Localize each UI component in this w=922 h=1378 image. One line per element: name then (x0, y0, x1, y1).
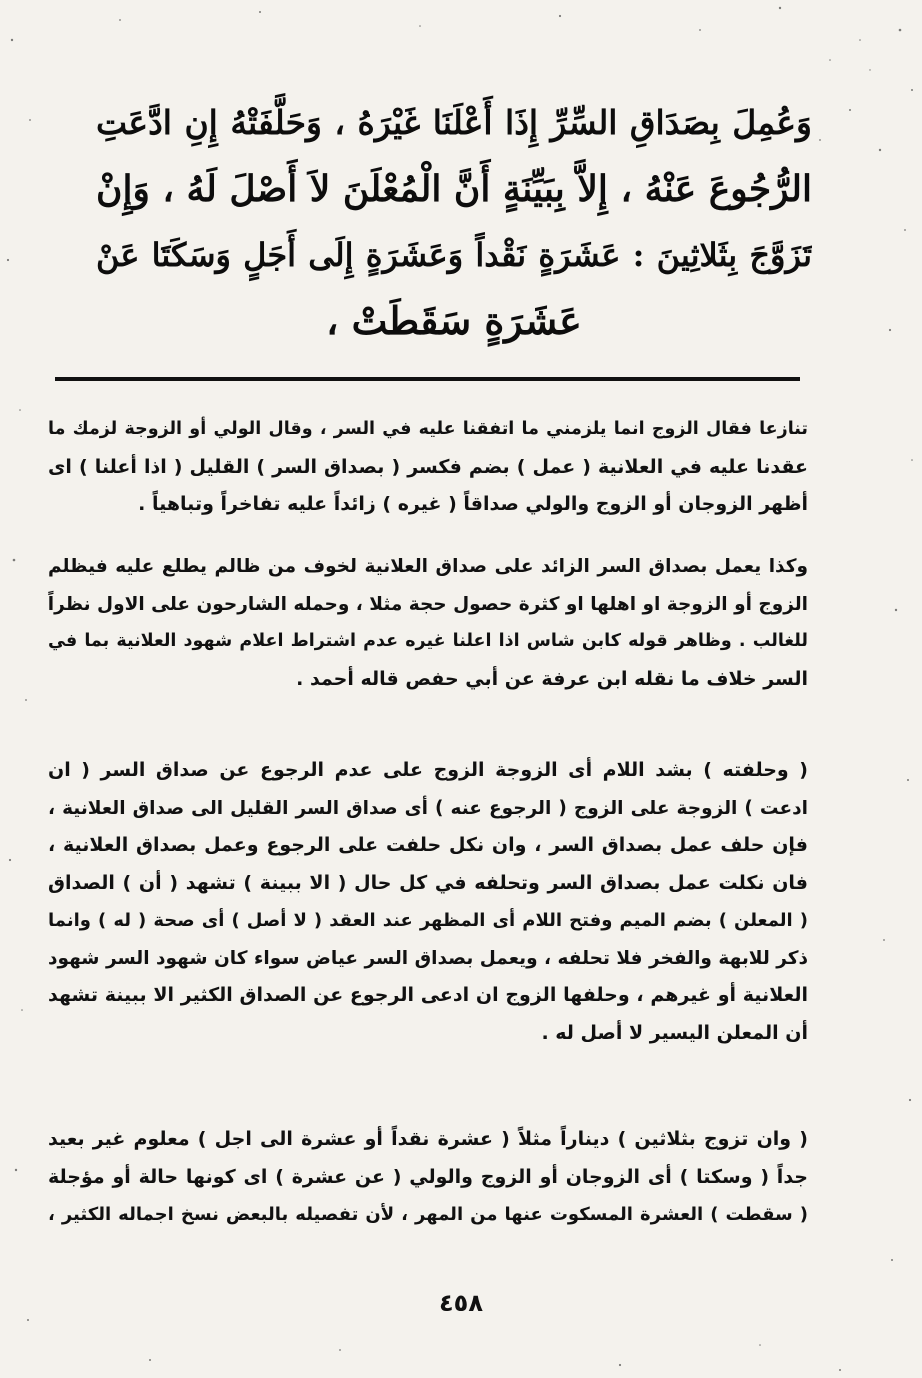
main-text-line: عَشَرَةٍ سَقَطَتْ ، (326, 298, 582, 343)
commentary-line: جداً ( وسكتا ) أى الزوجان أو الزوج والولي ( عن عشرة ) اى كونها حالة أو مؤجلة (48, 1165, 808, 1188)
commentary-line: ذكر للابهة والفخر فلا تحلفه ، ويعمل بصداق السر عياض سواء كان شهود السر شهود (48, 947, 808, 969)
commentary-line: أن المعلن اليسير لا أصل له . (541, 1021, 808, 1044)
main-text-line: الرُّجُوعَ عَنْهُ ، إِلاَّ بِبَيِّنَةٍ أَنَّ الْمُعْلَنَ لاَ أَصْلَ لَهُ ، وَإِنْ (96, 168, 812, 210)
main-text-block (96, 90, 812, 354)
commentary-paragraph (48, 548, 808, 698)
main-text-line: وَعُمِلَ بِصَدَاقِ السِّرِّ إِذَا أَعْلَنَا غَيْرَهُ ، وَحَلَّفَتْهُ إِنِ ادَّعَتِ (96, 103, 812, 142)
commentary-line: ( وان تزوج بثلاثين ) ديناراً مثلاً ( عشرة نقداً أو عشرة الى اجل ) معلوم غير بعيد (48, 1128, 808, 1150)
commentary-line: عقدنا عليه في العلانية ( عمل ) بضم فكسر ( بصداق السر ) القليل ( اذا أعلنا ) اى (48, 455, 808, 478)
commentary-line: تنازعا فقال الزوج انما يلزمني ما اتفقنا عليه في السر ، وقال الولي أو الزوجة لزمك ما (48, 419, 808, 439)
commentary-paragraph (48, 411, 808, 524)
commentary-line: للغالب . وظاهر قوله كابن شاس اذا اعلنا غيره عدم اشتراط اعلام شهود العلانية بما في (48, 631, 808, 651)
commentary-paragraph (48, 752, 808, 1052)
commentary-line: ( سقطت ) العشرة المسكوت عنها من المهر ، لأن تفصيله بالبعض نسخ اجماله الكثير ، (48, 1204, 808, 1225)
commentary-line: ادعت ) الزوجة على الزوج ( الرجوع عنه ) أى صداق السر القليل الى صداق العلانية ، (48, 797, 808, 819)
page-number: ٤٥٨ (439, 1289, 483, 1317)
commentary-line: ( وحلفته ) بشد اللام أى الزوجة الزوج على عدم الرجوع عن صداق السر ( ان (48, 759, 808, 781)
commentary-line: فان نكلت عمل بصداق السر وتحلفه في كل حال ( الا ببينة ) تشهد ( أن ) الصداق (48, 871, 808, 894)
commentary-line: الزوج أو الزوجة او اهلها او كثرة حصول حجة مثلا ، وحمله الشارحون على الاول نظراً (48, 593, 808, 615)
commentary-line: السر خلاف ما نقله ابن عرفة عن أبي حفص قاله أحمد . (296, 667, 808, 690)
commentary-paragraph (48, 1121, 808, 1234)
commentary-line: ( المعلن ) بضم الميم وفتح اللام أى المظهر عند العقد ( لا أصل ) أى صحة ( له ) وانما (48, 910, 808, 931)
section-divider (55, 377, 800, 381)
commentary-line: فإن حلف عمل بصداق السر ، وان نكل حلفت على الرجوع وعمل بصداق العلانية ، (48, 834, 808, 856)
commentary-line: العلانية أو غيرهم ، وحلفها الزوج ان ادعى الرجوع عن الصداق الكثير الا ببينة تشهد (48, 984, 808, 1006)
commentary-line: وكذا يعمل بصداق السر الزائد على صداق العلانية لخوف من ظالم يطلع عليه فيظلم (48, 556, 808, 577)
main-text-line: تَزَوَّجَ بِثَلاثِينَ : عَشَرَةٍ نَقْداً وَعَشَرَةٍ إِلَى أَجَلٍ وَسَكَتَا عَنْ (96, 236, 812, 274)
commentary-line: أظهر الزوجان أو الزوج والولي صداقاً ( غيره ) زائداً عليه تفاخراً وتباهياً . (138, 493, 808, 515)
